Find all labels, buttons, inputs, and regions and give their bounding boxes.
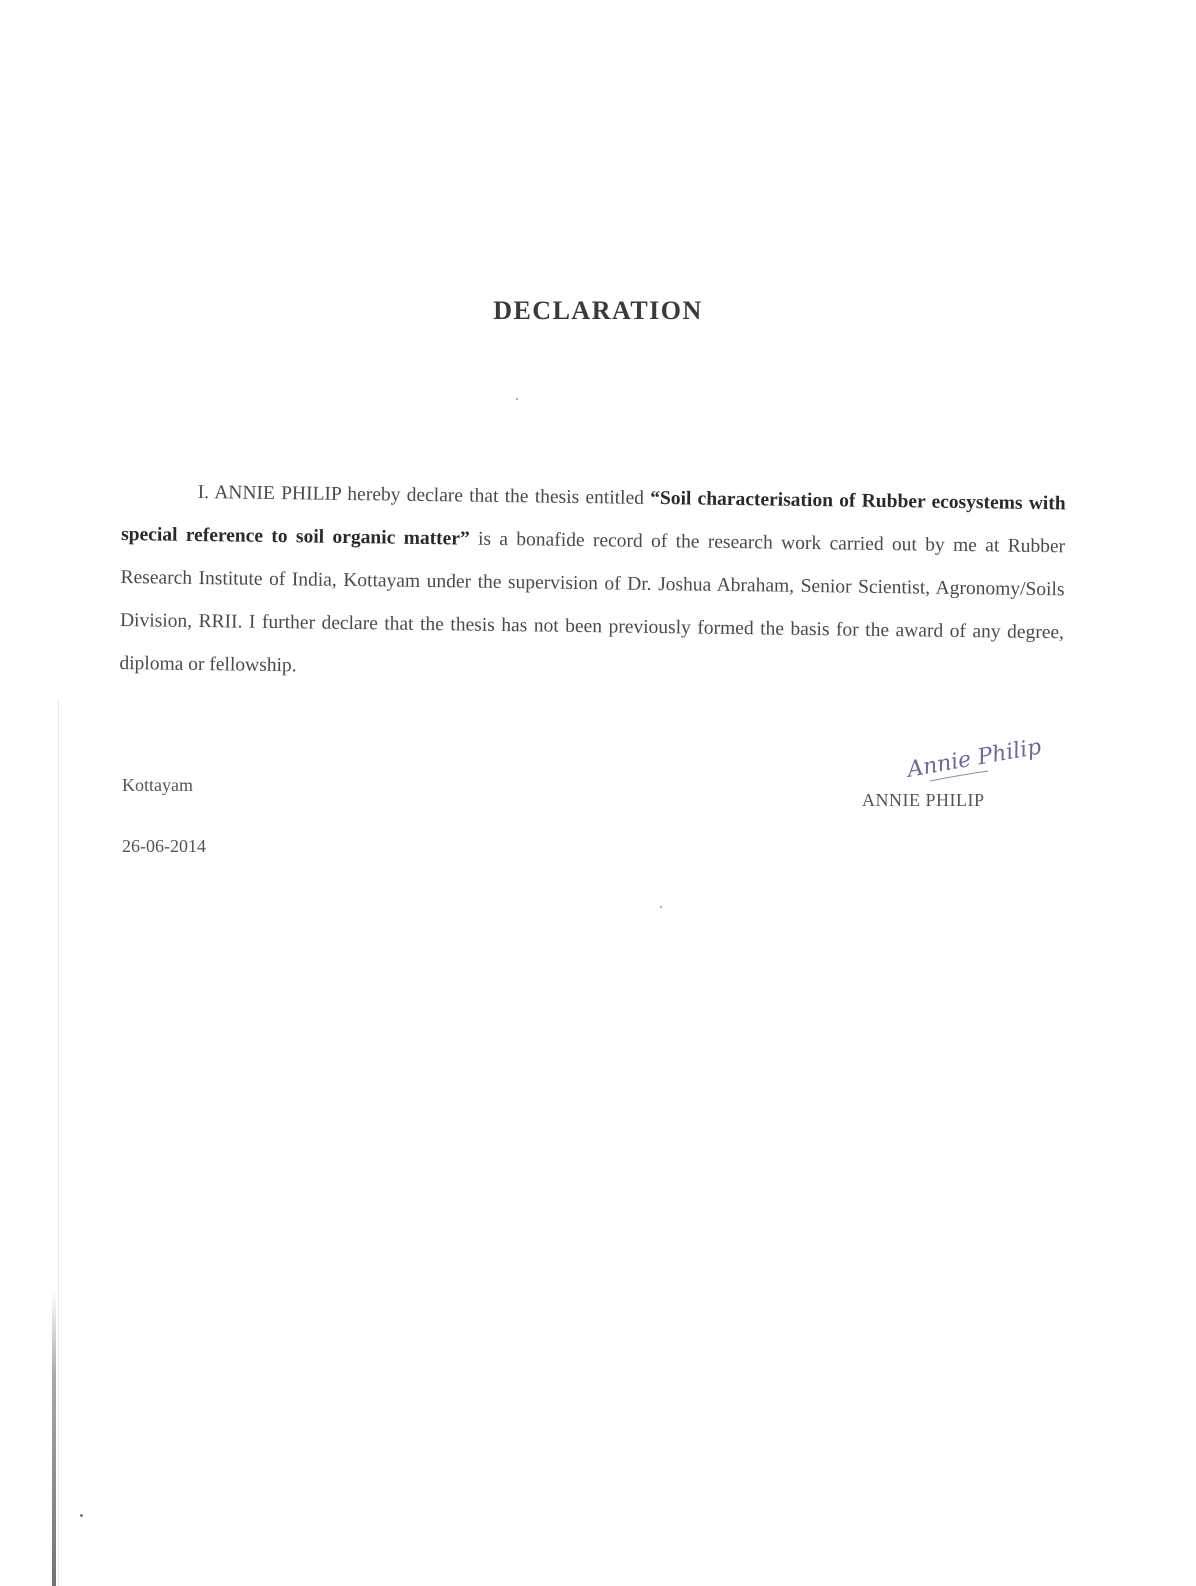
thesis-title: “Soil characterisation of Rubber ecosystems with special reference to soil organic matter”: [121, 487, 1066, 550]
page-title: DECLARATION: [493, 296, 703, 325]
scan-edge-shadow: [52, 1290, 56, 1586]
scan-speck: [660, 906, 662, 908]
paragraph-indent: [122, 497, 198, 498]
signature-mark: Annie Philip: [905, 734, 1044, 783]
date-label: 26-06-2014: [122, 836, 206, 856]
declaration-paragraph: [119, 470, 1066, 697]
paragraph-rest: is a bonafide record of the research work carried out by me at Rubber Research Institute of India, Kottayam under the supervision of Dr. Joshua Abraham, Senior Scientist, Agronomy/Soils Division, RRII. I further declare that the thesis has not been previously formed the basis for the award of any degree, diploma or fellowship.: [119, 528, 1066, 677]
scan-speck: [516, 398, 518, 400]
handwritten-signature: [900, 725, 1050, 785]
scan-speck: [80, 1514, 83, 1517]
signer-name: ANNIE PHILIP: [862, 790, 985, 810]
place-label: Kottayam: [122, 775, 193, 795]
scan-shadow-line: [58, 700, 59, 1586]
paragraph-intro: I. ANNIE PHILIP hereby declare that the thesis entitled: [197, 481, 651, 509]
